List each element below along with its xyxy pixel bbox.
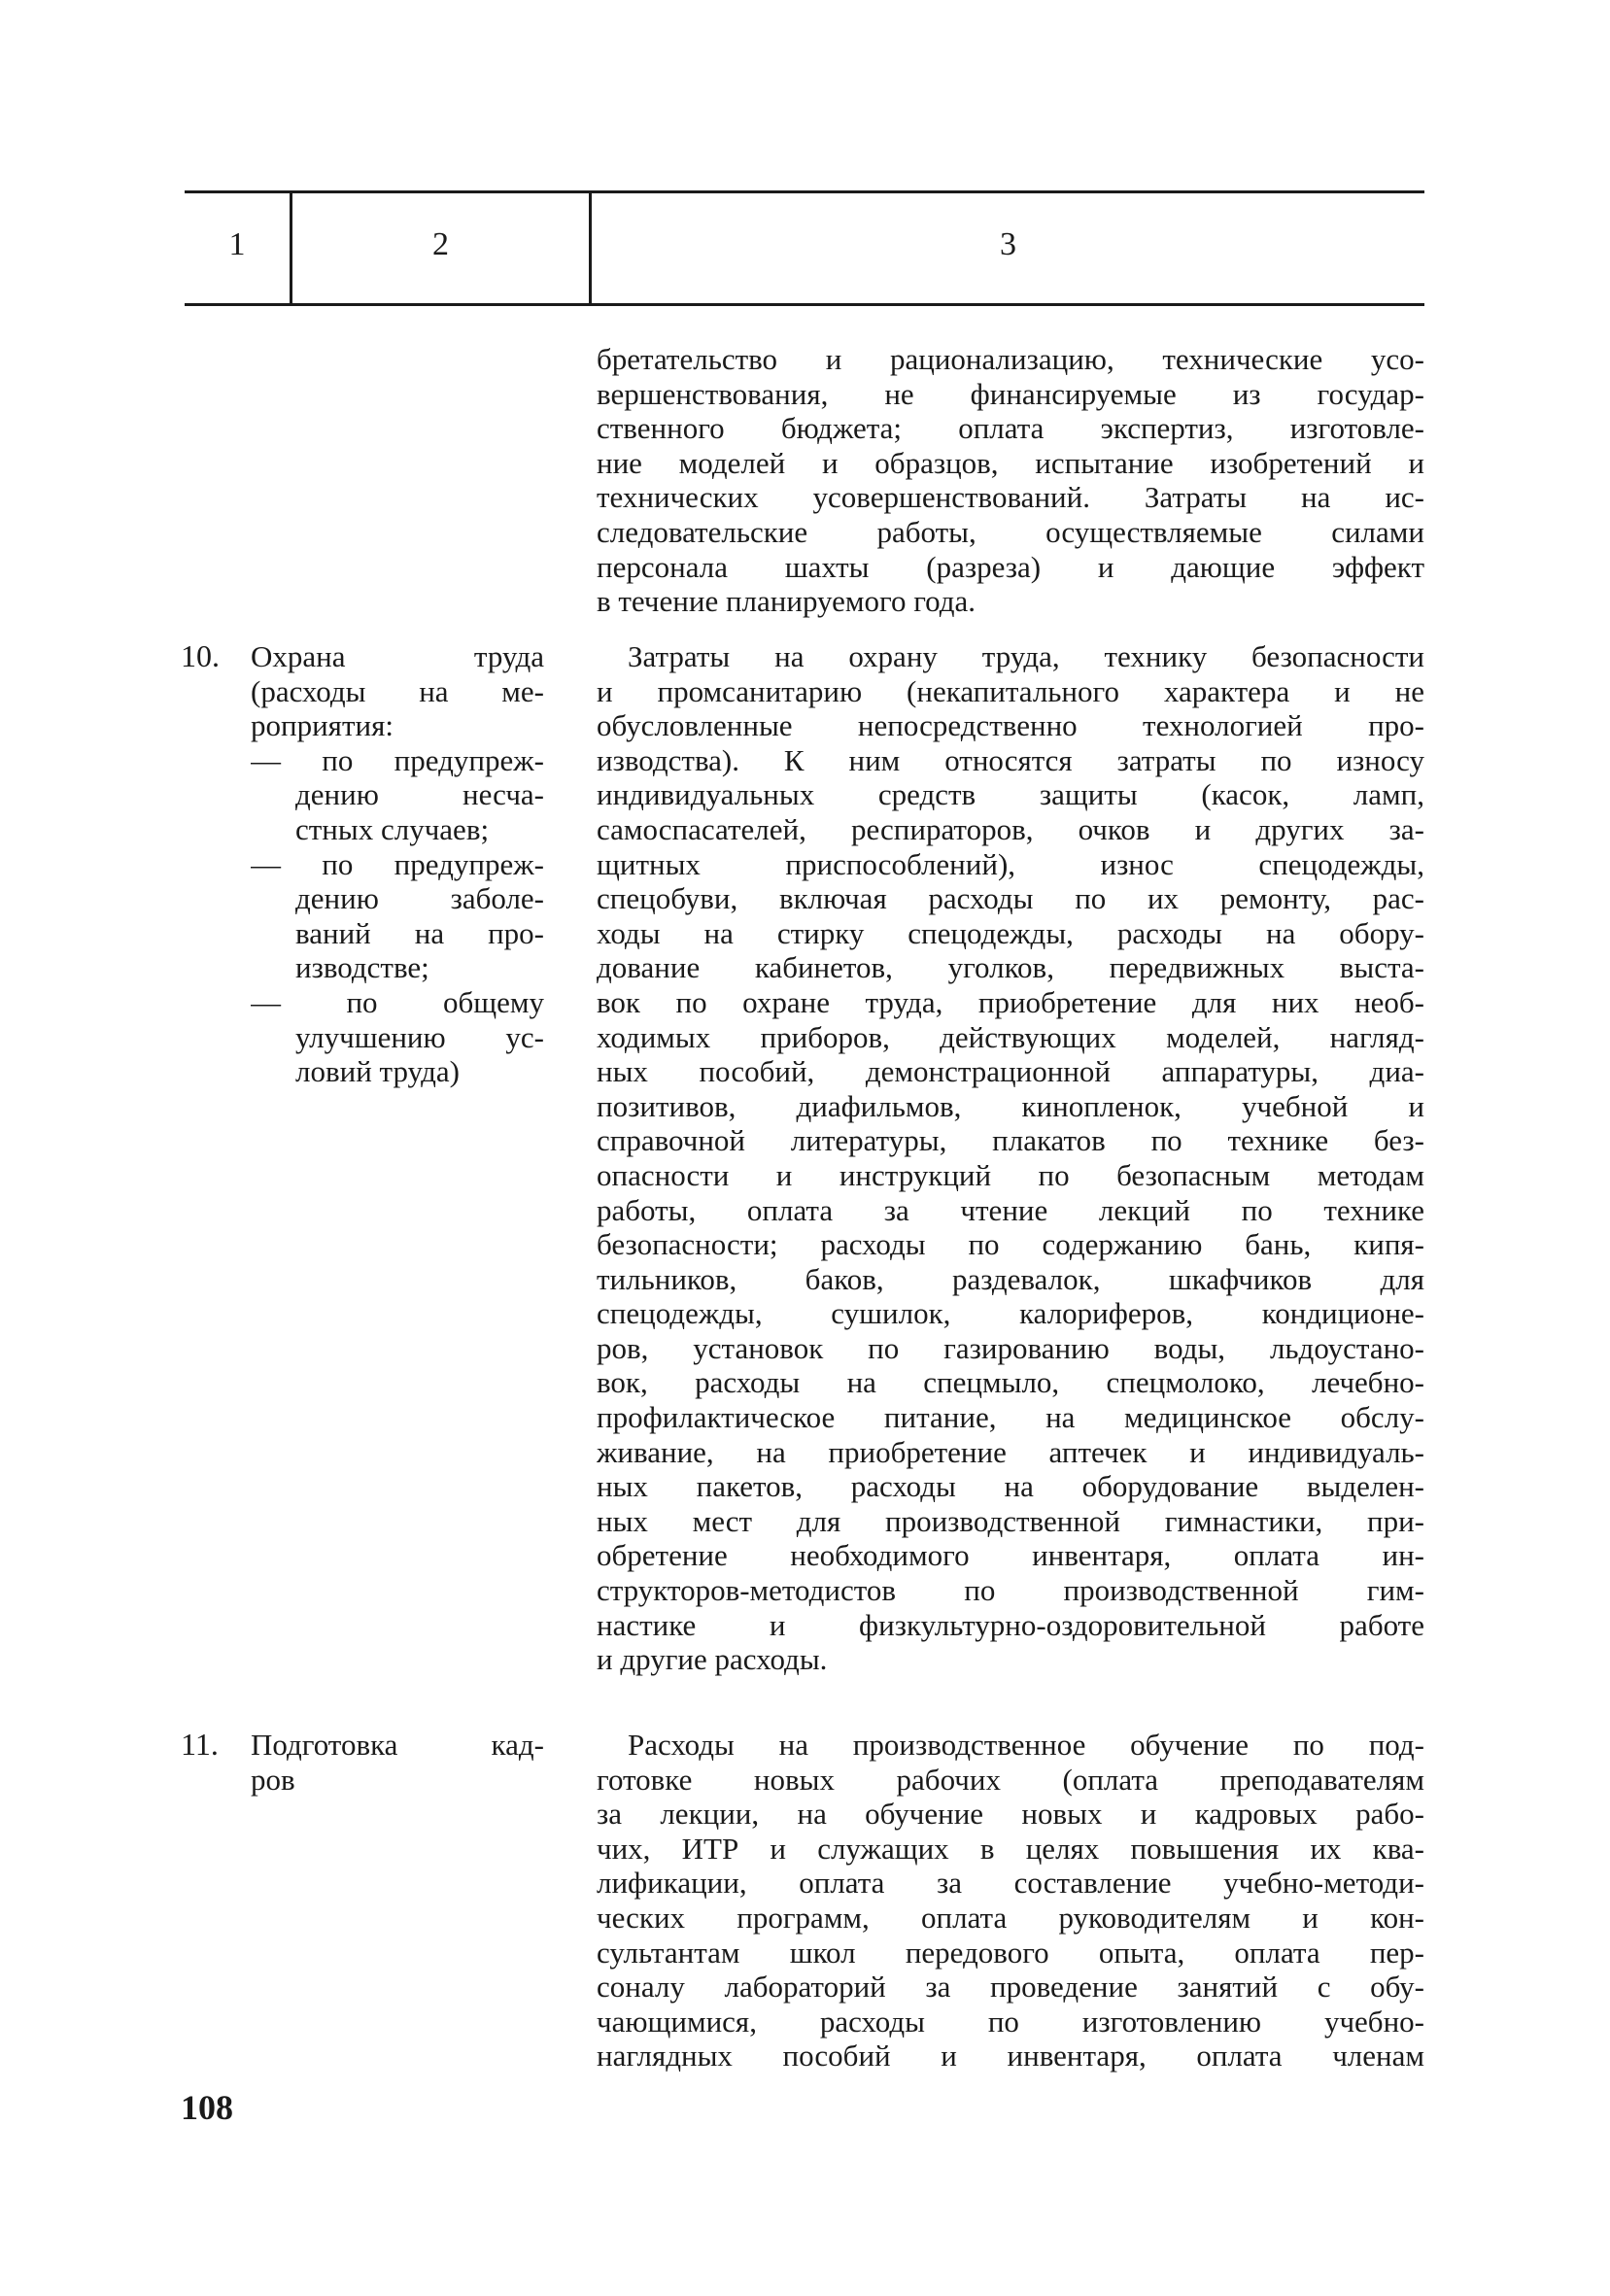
text-line: технических усовершенствований. Затраты на ис-	[597, 480, 1424, 515]
title-line: Охрана труда	[251, 639, 544, 673]
table-top-rule	[185, 190, 1424, 193]
item-10-description	[597, 639, 1424, 1677]
text-line: позитивов, диафильмов, кинопленок, учебной и	[597, 1088, 1424, 1123]
item-10-title	[251, 639, 544, 1089]
text-line: чающимися, расходы по изготовлению учебно-	[597, 2004, 1424, 2039]
text-line: дование кабинетов, уголков, передвижных выста-	[597, 950, 1424, 985]
title-line: — по предупреж-	[251, 846, 544, 881]
text-line: спецобуви, включая расходы по их ремонту, рас-	[597, 881, 1424, 916]
text-line: персонала шахты (разреза) и дающие эффект	[597, 549, 1424, 584]
text-line: ходы на стирку спецодежды, расходы на обору-	[597, 915, 1424, 950]
title-line: изводстве;	[295, 950, 429, 985]
text-line: и промсанитарию (некапитального характера и не	[597, 673, 1424, 708]
item-11-title	[251, 1728, 544, 1797]
text-line: структоров-методистов по производственной гим-	[597, 1573, 1424, 1608]
title-line: роприятия:	[251, 708, 394, 743]
text-line: настике и физкультурно-оздоровительной работе	[597, 1607, 1424, 1642]
text-line: наглядных пособий и инвентаря, оплата членам	[597, 2039, 1424, 2073]
page-number: 108	[181, 2088, 233, 2127]
text-line: соналу лабораторий за проведение занятий с обу-	[597, 1970, 1424, 2005]
text-line: щитных приспособлений), износ спецодежды,	[597, 846, 1424, 881]
text-line: ров, установок по газированию воды, льдоустано-	[597, 1330, 1424, 1365]
text-line: обусловленные непосредственно технологией про-	[597, 708, 1424, 743]
text-line: следовательские работы, осуществляемые силами	[597, 514, 1424, 549]
text-line: опасности и инструкций по безопасным методам	[597, 1157, 1424, 1192]
item-11-number: 11.	[181, 1727, 219, 1762]
title-line: дению несча-	[295, 777, 544, 812]
text-line: в течение планируемого года.	[597, 584, 976, 619]
text-line: индивидуальных средств защиты (касок, ламп,	[597, 777, 1424, 812]
title-line: (расходы на ме-	[251, 673, 544, 708]
title-line: ваний на про-	[295, 915, 544, 950]
text-line: обретение необходимого инвентаря, оплата ин-	[597, 1538, 1424, 1573]
text-line: самоспасателей, респираторов, очков и других за-	[597, 811, 1424, 846]
text-line: вершенствования, не финансируемые из государ-	[597, 376, 1424, 411]
text-line: ных пособий, демонстрационной аппаратуры, диа-	[597, 1054, 1424, 1089]
text-line: работы, оплата за чтение лекций по технике	[597, 1192, 1424, 1227]
text-line: ние моделей и образцов, испытание изобретений и	[597, 445, 1424, 480]
text-line: за лекции, на обучение новых и кадровых рабо-	[597, 1797, 1424, 1832]
text-line: чих, ИТР и служащих в целях повышения их ква-	[597, 1831, 1424, 1866]
table-header-col-2: 2	[432, 226, 449, 262]
text-line: ческих программ, оплата руководителям и кон-	[597, 1900, 1424, 1935]
title-line: ров	[251, 1762, 295, 1797]
text-line: спецодежды, сушилок, калориферов, кондиционе-	[597, 1296, 1424, 1331]
title-line: — по предупреж-	[251, 742, 544, 777]
text-line: профилактическое питание, на медицинское обслу-	[597, 1400, 1424, 1435]
text-line: вок, расходы на спецмыло, спецмолоко, лечебно-	[597, 1365, 1424, 1400]
text-line: лификации, оплата за составление учебно-методи-	[597, 1866, 1424, 1901]
title-line: — по общему	[251, 984, 544, 1019]
text-line: готовке новых рабочих (оплата преподавателям	[597, 1762, 1424, 1797]
text-line: и другие расходы.	[597, 1642, 828, 1677]
text-line: ходимых приборов, действующих моделей, нагляд-	[597, 1019, 1424, 1054]
text-line: ных мест для производственной гимнастики, при-	[597, 1503, 1424, 1538]
item-11-description	[597, 1728, 1424, 2073]
text-line: бретательство и рационализацию, технические усо-	[597, 342, 1424, 376]
text-line: живание, на приобретение аптечек и индивидуаль-	[597, 1434, 1424, 1469]
title-line: ловий труда)	[295, 1054, 460, 1089]
text-line: безопасности; расходы по содержанию бань, кипя-	[597, 1227, 1424, 1262]
text-line: Затраты на охрану труда, технику безопасности	[628, 639, 1424, 673]
title-line: дению заболе-	[295, 881, 544, 916]
text-line: вок по охране труда, приобретение для них необ-	[597, 984, 1424, 1019]
text-line: ных пакетов, расходы на оборудование выделен-	[597, 1469, 1424, 1504]
table-header-col-3: 3	[1000, 226, 1016, 262]
table-header-col-1: 1	[228, 226, 246, 262]
text-line: справочной литературы, плакатов по технике без-	[597, 1123, 1424, 1158]
continuation-paragraph	[597, 342, 1424, 619]
text-line: сультантам школ передового опыта, оплата пер-	[597, 1935, 1424, 1970]
title-line: стных случаев;	[295, 811, 490, 846]
text-line: Расходы на производственное обучение по под-	[628, 1728, 1424, 1762]
item-10-number: 10.	[181, 638, 220, 673]
text-line: тильников, баков, раздевалок, шкафчиков для	[597, 1261, 1424, 1296]
text-line: ственного бюджета; оплата экспертиз, изготовле-	[597, 411, 1424, 446]
title-line: улучшению ус-	[295, 1019, 544, 1054]
text-line: изводства). К ним относятся затраты по износу	[597, 742, 1424, 777]
table-header-bottom-rule	[185, 303, 1424, 306]
title-line: Подготовка кад-	[251, 1728, 544, 1762]
